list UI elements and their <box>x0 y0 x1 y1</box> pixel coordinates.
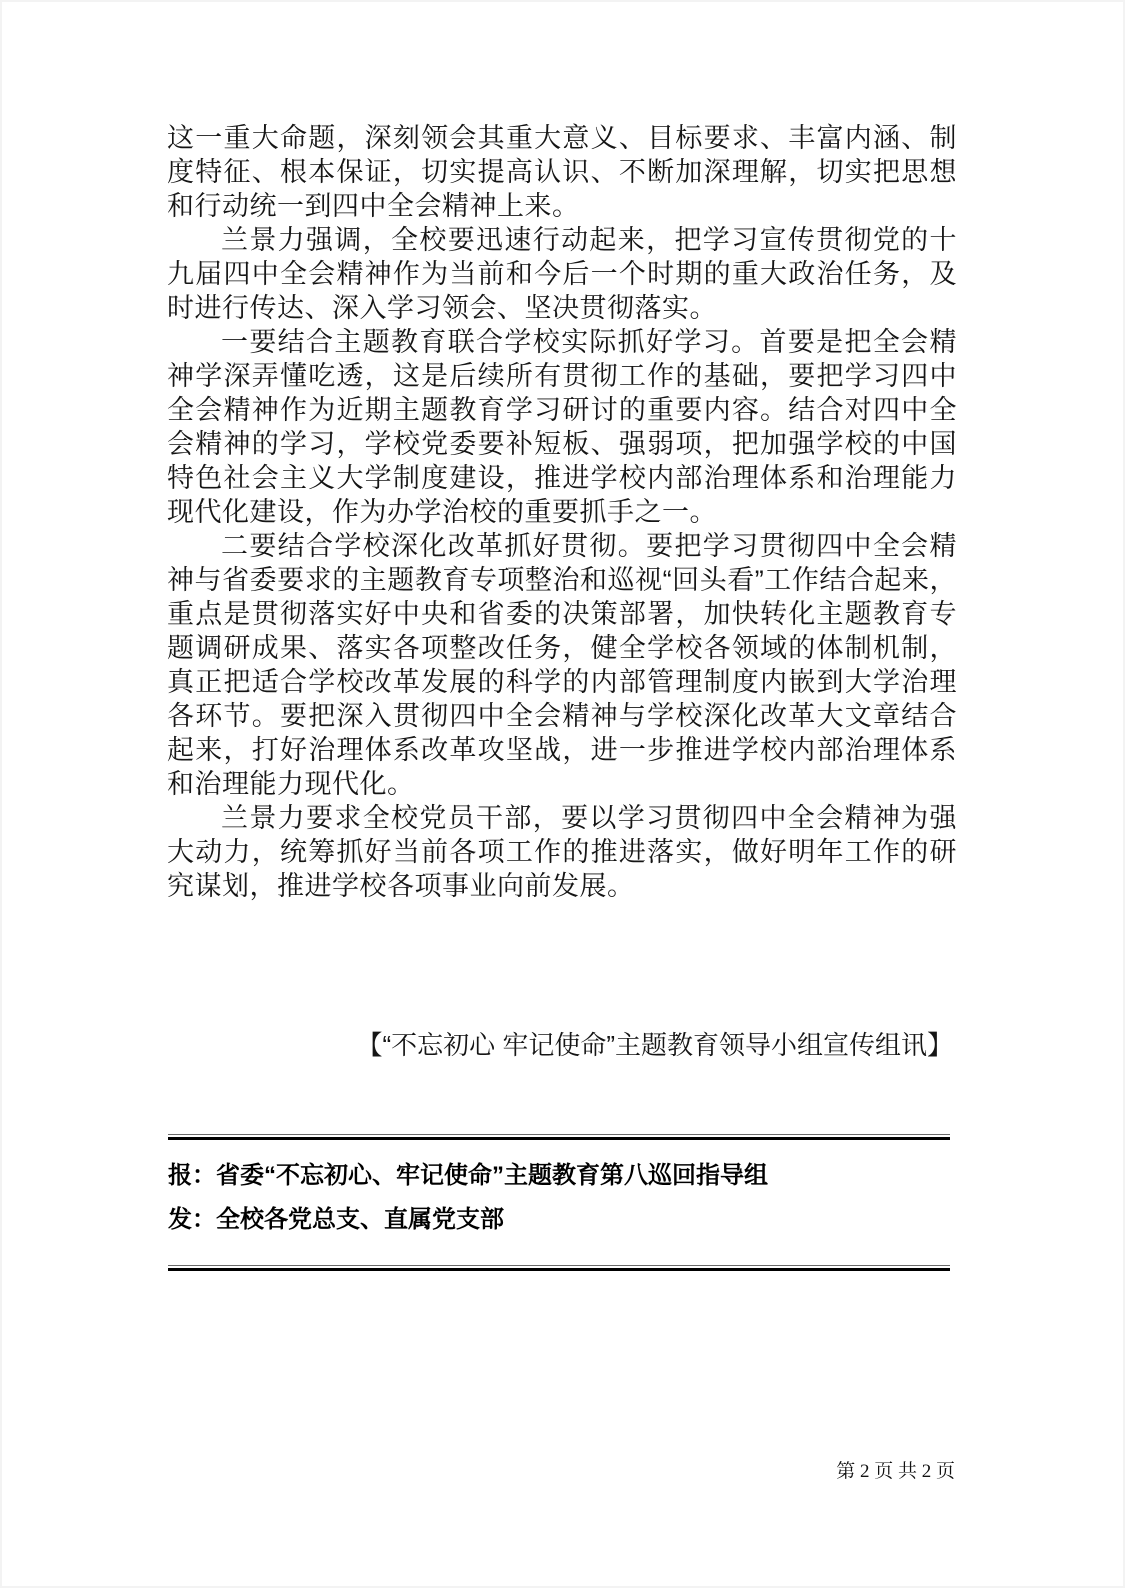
document-body <box>167 121 957 903</box>
divider-line-bottom <box>168 1265 950 1271</box>
byline-attribution: 【“不忘初心 牢记使命”主题教育领导小组宣传组讯】 <box>356 1030 953 1060</box>
issued-to-line: 发：全校各党总支、直属党支部 <box>168 1206 504 1233</box>
distribution-block <box>168 1161 950 1249</box>
body-paragraph: 兰景力要求全校党员干部，要以学习贯彻四中全会精神为强大动力，统筹抓好当前各项工作的推进落实，做好明年工作的研究谋划，推进学校各项事业向前发展。 <box>167 803 957 901</box>
page-number: 第 2 页 共 2 页 <box>836 1461 955 1482</box>
body-paragraph: 一要结合主题教育联合学校实际抓好学习。首要是把全会精神学深弄懂吃透，这是后续所有贯彻工作的基础，要把学习四中全会精神作为近期主题教育学习研讨的重要内容。结合对四中全会精神的学习，学校党委要补短板、强弱项，把加强学校的中国特色社会主义大学制度建设，推进学校内部治理体系和治理能力现代化建设，作为办学治校的重要抓手之一。 <box>167 327 957 527</box>
report-to-line: 报：省委“不忘初心、牢记使命”主题教育第八巡回指导组 <box>168 1162 768 1189</box>
body-paragraph: 兰景力强调，全校要迅速行动起来，把学习宣传贯彻党的十九届四中全会精神作为当前和今后一个时期的重大政治任务，及时进行传达、深入学习领会、坚决贯彻落实。 <box>167 225 957 323</box>
body-paragraph: 二要结合学校深化改革抓好贯彻。要把学习贯彻四中全会精神与省委要求的主题教育专项整治和巡视“回头看”工作结合起来，重点是贯彻落实好中央和省委的决策部署，加快转化主题教育专题调研成果、落实各项整改任务，健全学校各领域的体制机制，真正把适合学校改革发展的科学的内部管理制度内嵌到大学治理各环节。要把深入贯彻四中全会精神与学校深化改革大文章结合起来，打好治理体系改革攻坚战，进一步推进学校内部治理体系和治理能力现代化。 <box>167 531 957 799</box>
body-paragraph-continuation: 这一重大命题，深刻领会其重大意义、目标要求、丰富内涵、制度特征、根本保证，切实提高认识、不断加深理解，切实把思想和行动统一到四中全会精神上来。 <box>167 123 957 221</box>
divider-line-top <box>168 1134 950 1140</box>
